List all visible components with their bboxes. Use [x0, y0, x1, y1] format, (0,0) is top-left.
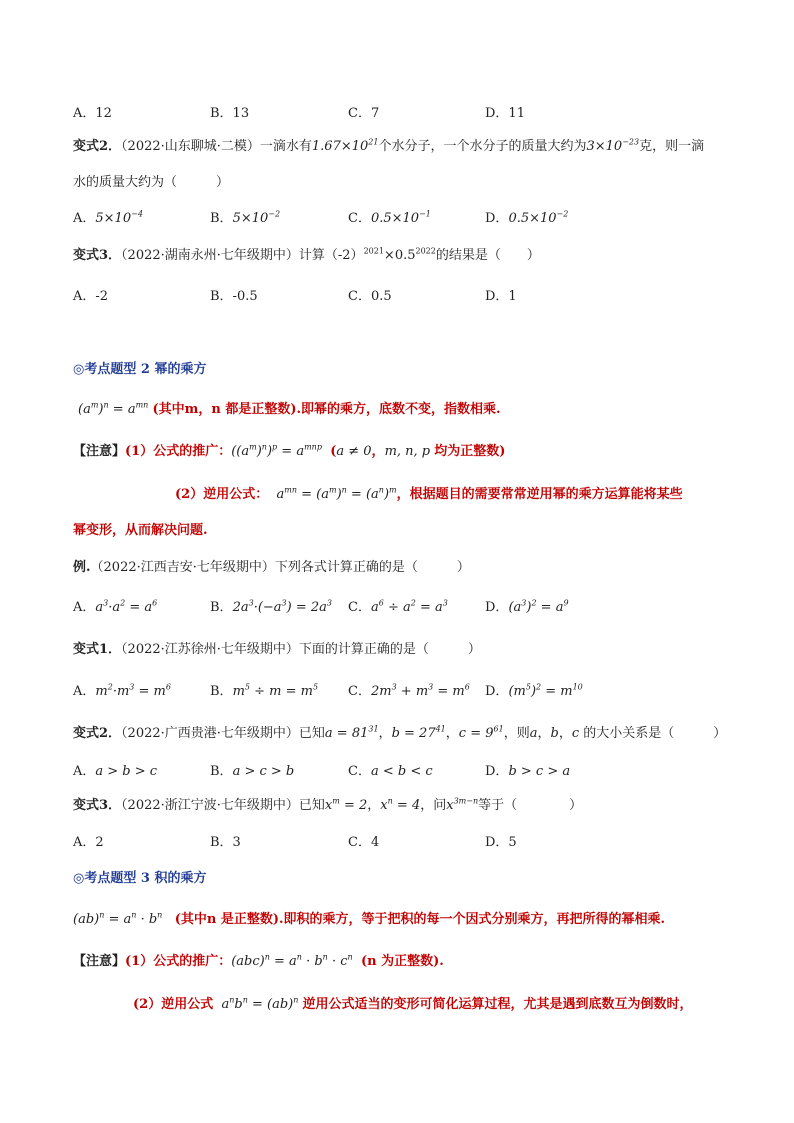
option-a: A．$a^3\cdot a^2 = a^6$: [73, 598, 158, 615]
option-d: D．$0.5\times 10^{-2}$: [485, 209, 569, 226]
question-v3a: 变式3．（2022·湖南永州·七年级期中）计算$(-2)^{2021}\times 0.5^{2022}$的结果是（ ）: [73, 246, 540, 263]
option-b: B．-0.5: [210, 289, 258, 304]
note-2-line2: 幂变形，从而解决问题.: [73, 523, 208, 538]
section-title: ◎考点题型 2 幂的乘方: [73, 362, 207, 377]
option-b: B．$5\times 10^{-2}$: [210, 209, 281, 226]
question-v3b: 变式3．（2022·浙江宁波·七年级期中）已知$x^m = 2$，$x^n = 4$，问$x^{3m-n}$等于（ ）: [73, 796, 583, 813]
note-1: 【注意】(1）公式的推广：$(abc)^n = a^n \cdot b^n \cdot c^n$ (n 为正整数).: [73, 952, 444, 969]
option-c: C．a < b < c: [348, 764, 433, 779]
section-title: ◎考点题型 3 积的乘方: [73, 871, 207, 886]
note-1: 【注意】(1）公式的推广：$((a^m)^n)^p = a^{mnp}$ (a ≠ 0，m, n, p 均为正整数): [73, 442, 506, 459]
option-d: D．$(a^3)^2 = a^9$: [485, 598, 569, 615]
option-c: C．7: [348, 106, 380, 121]
option-d: D．1: [485, 289, 517, 304]
option-a: A．-2: [73, 289, 109, 304]
option-a: A．a > b > c: [73, 764, 158, 779]
note-2: (2）逆用公式 $a^nb^n = (ab)^n$ 逆用公式适当的变形可简化运算过程，尤其是遇到底数互为倒数时，: [133, 995, 693, 1012]
option-b: B．13: [210, 106, 250, 121]
option-a: A．12: [73, 106, 112, 121]
option-a: A．2: [73, 835, 104, 850]
question-v2: 变式2．（2022·山东聊城·二模）一滴水有$1.67\times 10^{21}$个水分子，一个水分子的质量大约为$3\times 10^{-23}$克，则一滴: [73, 137, 705, 154]
question-v1: 变式1．（2022·江苏徐州·七年级期中）下面的计算正确的是（ ）: [73, 642, 481, 657]
option-a: A．$5\times 10^{-4}$: [73, 209, 143, 226]
option-c: C．0.5: [348, 289, 392, 304]
option-b: B．$2a^3\cdot(-a^3) = 2a^3$: [210, 598, 332, 615]
question-label: 变式2．: [73, 139, 122, 154]
rule-power-of-power: $(a^m)^n = a^{mn}$ (其中m，n 都是正整数).即幂的乘方，底数不变，指数相乘.: [78, 400, 501, 417]
option-b: B．$m^5 \div m = m^5$: [210, 682, 319, 699]
option-c: C．$2m^3 + m^3 = m^6$: [348, 682, 470, 699]
option-b: B．a > c > b: [210, 764, 295, 779]
option-c: C．4: [348, 835, 380, 850]
question-v2b: 变式2．（2022·广西贵港·七年级期中）已知$a = 81^{31}$，$b = 27^{41}$，$c = 9^{61}$，则a，b，c 的大小关系是（ ）: [73, 724, 727, 741]
option-c: C．$0.5\times 10^{-1}$: [348, 209, 431, 226]
option-b: B．3: [210, 835, 241, 850]
note-2: (2）逆用公式： $a^{mn} = (a^m)^n = (a^n)^m$，根据题目的需要常常逆用幂的乘方运算能将某些: [175, 485, 683, 502]
option-d: D．b > c > a: [485, 764, 571, 779]
option-d: D．$(m^5)^2 = m^{10}$: [485, 682, 583, 699]
option-d: D．11: [485, 106, 525, 121]
question-example: 例.（2022·江西吉安·七年级期中）下列各式计算正确的是（ ）: [73, 560, 470, 575]
question-v2-line2: 水的质量大约为（ ）: [73, 175, 230, 190]
option-d: D．5: [485, 835, 517, 850]
option-a: A．$m^2\cdot m^3 = m^6$: [73, 682, 171, 699]
rule-power-of-product: $(ab)^n = a^n \cdot b^n$ (其中n 是正整数).即积的乘方，等于把积的每一个因式分别乘方，再把所得的幂相乘.: [73, 910, 666, 927]
option-c: C．$a^6 \div a^2 = a^3$: [348, 598, 448, 615]
